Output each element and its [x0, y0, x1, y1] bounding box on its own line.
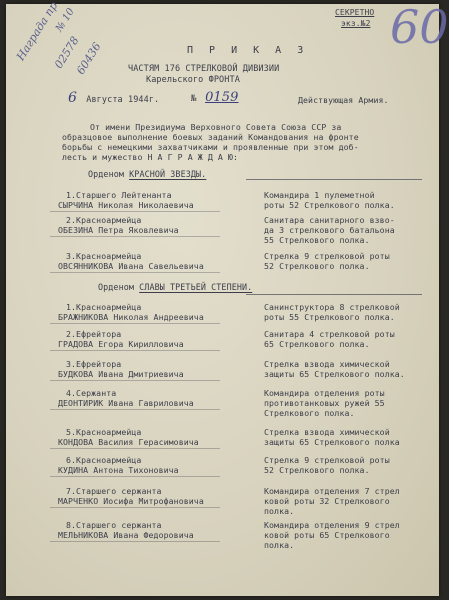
entry-underline: [50, 272, 220, 273]
entry-underline: [50, 541, 220, 542]
awardee-rank: 1.Красноармейца: [66, 302, 142, 312]
entry-underline: [50, 211, 220, 212]
awardee-rank: 2.Красноармейца: [66, 215, 142, 225]
entry-underline: [50, 507, 220, 508]
margin-note-line: № 10: [54, 6, 77, 34]
awardee-rank: 8.Старшего сержанта: [66, 520, 162, 530]
entry-underline: [50, 236, 220, 237]
awardee-name: МАРЧЕНКО Иосифа Митрофановича: [58, 496, 204, 506]
entry-underline: [50, 476, 220, 477]
awardee-post-line: полка.: [264, 506, 295, 516]
section-award: КРАСНОЙ ЗВЕЗДЫ.: [129, 169, 207, 179]
date-month-year: Августа 1944г.: [86, 95, 160, 105]
awardee-name: БРАЖНИКОВА Николая Андреевича: [58, 312, 204, 322]
awardee-post-line: да 3 стрелкового батальона: [264, 225, 395, 235]
awardee-post-line: противотанковых ружей 55: [264, 398, 385, 408]
order-number-value: 0159: [205, 90, 239, 105]
margin-note-line: 02578: [52, 34, 82, 71]
awardee-rank: 3.Красноармейца: [66, 251, 142, 261]
awardee-post-line: защиты 65 Стрелкового полка.: [264, 369, 405, 379]
awardee-post-line: Командира отделения роты: [264, 388, 385, 398]
margin-note-line: Награда пр: [14, 0, 61, 63]
awardee-rank: 3.Ефрейтора: [66, 359, 122, 369]
awardee-rank: 1.Старшего Лейтенанта: [66, 190, 172, 200]
awardee-name: ДЕОНТИРИК Ивана Гавриловича: [58, 398, 194, 408]
awardee-post-line: Санитара 4 стрелковой роты: [264, 329, 395, 339]
awardee-post-line: ковой роты 65 Стрелкового: [264, 530, 390, 540]
date-day: 6: [68, 90, 78, 106]
awardee-post-line: Командира 1 пулеметной: [264, 190, 375, 200]
awardee-post-line: Стрелка взвода химической: [264, 359, 390, 369]
handwritten-page-number: 60: [390, 0, 449, 54]
heading-line: ЧАСТЯМ 176 СТРЕЛКОВОЙ ДИВИЗИИ: [128, 64, 280, 74]
document-page: [6, 0, 449, 596]
awardee-post-line: Стрелкового полка.: [264, 408, 355, 418]
awardee-name: БУДКОВА Ивана Дмитриевича: [58, 369, 184, 379]
awardee-post-line: Стрелка взвода химической: [264, 427, 390, 437]
awardee-post-line: роты 52 Стрелкового полка.: [264, 200, 395, 210]
section-heading-glory: [98, 282, 252, 292]
document-title: П Р И К А З: [187, 45, 309, 56]
awardee-post-line: 52 Стрелкового полка.: [264, 261, 370, 271]
awardee-name: КОНДОВА Василия Герасимовича: [58, 437, 199, 447]
awardee-post-line: роты 55 Стрелкового полка.: [264, 312, 395, 322]
awardee-post-line: ковой роты 32 Стрелкового: [264, 496, 390, 506]
awardee-name: МЕЛЬНИКОВА Ивана Федоровича: [58, 530, 194, 540]
section-label: Орденом: [88, 169, 124, 179]
awardee-post-line: Стрелка 9 стрелковой роты: [264, 455, 390, 465]
awardee-rank: 2.Ефрейтора: [66, 329, 122, 339]
awardee-post-line: Стрелка 9 стрелковой роты: [264, 251, 390, 261]
entry-underline: [50, 409, 220, 410]
secret-stamp: СЕКРЕТНО: [335, 8, 375, 17]
intro-line: образцовое выполнение боевых заданий Командования на фронте: [62, 132, 359, 142]
awardee-post-line: защиты 65 Стрелкового полка: [264, 437, 400, 447]
entry-underline: [50, 380, 220, 381]
divider: [246, 294, 422, 295]
awardee-name: ГРАДОВА Егора Кирилловича: [58, 339, 184, 349]
awardee-rank: 5.Красноармейца: [66, 427, 142, 437]
awardee-rank: 4.Сержанта: [66, 388, 117, 398]
awardee-post-line: 55 Стрелкового полка.: [264, 235, 370, 245]
entry-underline: [50, 350, 220, 351]
awardee-post-line: 52 Стрелкового полка.: [264, 465, 370, 475]
awardee-post-line: Санитара санитарного взво-: [264, 215, 395, 225]
awardee-name: КУДИНА Антона Тихоновича: [58, 465, 179, 475]
section-heading-red-star: [88, 169, 206, 179]
margin-note-line: 60436: [74, 40, 104, 77]
section-label: Орденом: [98, 282, 134, 292]
awardee-post-line: полка.: [264, 540, 295, 550]
awardee-post-line: Командира отделения 9 стрел: [264, 520, 400, 530]
intro-line: борьбы с немецкими захватчиками и проявленные при этом доб-: [62, 142, 359, 152]
awardee-name: ОБЕЗИНА Петра Яковлевича: [58, 225, 179, 235]
date-line: [68, 90, 160, 106]
margin-note: [8, 0, 118, 96]
awardee-rank: 7.Старшего сержанта: [66, 486, 162, 496]
copy-number: экз.№2: [341, 19, 371, 28]
entry-underline: [50, 448, 220, 449]
divider: [246, 179, 422, 180]
awardee-name: ОВСЯННИКОВА Ивана Савельевича: [58, 261, 204, 271]
entry-underline: [50, 323, 220, 324]
section-award: СЛАВЫ ТРЕТЬЕЙ СТЕПЕНИ.: [139, 282, 253, 292]
heading-line: Карельского ФРОНТА: [146, 75, 240, 85]
order-number-prefix: №: [191, 94, 197, 104]
intro-line: От имени Президиума Верховного Совета Союза ССР за: [90, 122, 342, 132]
location: Действующая Армия.: [298, 95, 389, 105]
awardee-name: СЫРЧИНА Николая Николаевича: [58, 200, 194, 210]
awardee-post-line: Санинструктора 8 стрелковой: [264, 302, 400, 312]
awardee-post-line: 65 Стрелкового полка.: [264, 339, 370, 349]
order-number: [191, 90, 239, 105]
awardee-rank: 6.Красноармейца: [66, 455, 142, 465]
awardee-post-line: Командира отделения 7 стрел: [264, 486, 400, 496]
intro-line: лесть и мужество Н А Г Р А Ж Д А Ю:: [62, 152, 239, 162]
